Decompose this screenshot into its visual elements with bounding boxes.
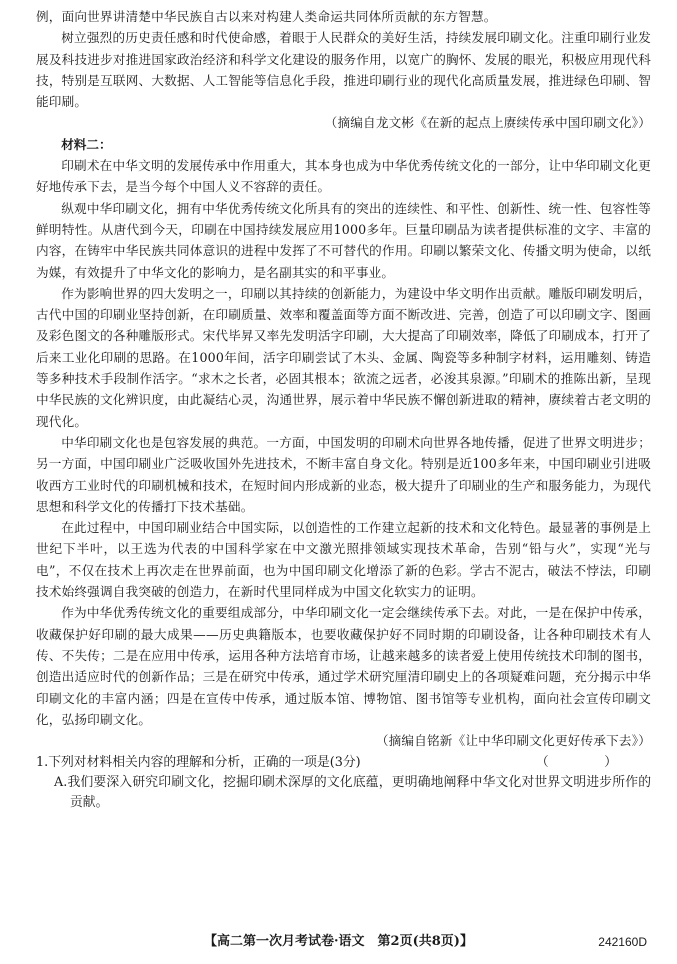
footer-label: 【高二第一次月考试卷·语文 第2页(共8页)】 [204, 934, 473, 949]
material-2-source: （摘编自铭新《让中华印刷文化更好传承下去》） [375, 733, 651, 749]
exam-code: 242160D [598, 935, 647, 949]
option-a: A.我们要深入研究印刷文化，挖掘印刷术深厚的文化底蕴，更明确地阐释中华文化对世界文明进步所作的贡献。 [54, 775, 651, 811]
answer-bracket: （ ） [535, 755, 627, 771]
question-1-text: 1.下列对材料相关内容的理解和分析，正确的一项是(3分) [36, 755, 361, 771]
material-2-heading: 材料二： [61, 136, 112, 152]
material-2-paragraph: 印刷术在中华文明的发展传承中作用重大，其本身也成为中华优秀传统文化的一部分，让中华印刷文化更好地传承下去，是当今每个中国人义不容辞的责任。 [36, 158, 651, 195]
page-footer [0, 930, 677, 954]
question-1 [36, 753, 651, 773]
material-2-paragraph: 作为影响世界的四大发明之一，印刷以其持续的创新能力，为建设中华文明作出贡献。雕版印刷发明后，古代中国的印刷业坚持创新，在印刷质量、效率和覆盖面等方面不断改进、完善，创造了可以印刷文字、图画及彩色图文的各种雕版形式。宋代毕昇又率先发明活字印刷，大大提高了印刷效率，降低了印刷成本，打开了后来工业化印刷的思路。在1000年间，活字印刷尝试了木头、金属、陶瓷等多种制字材料，运用雕刻、铸造等多种技术手段制作活字。“求木之长者，必固其根本；欲流之远者，必浚其泉源。”印刷术的推陈出新，呈现中华民族的文化辨识度，由此凝结心灵，沟通世界，展示着中华民族不懈创新进取的精神，赓续着古老文明的现代化。 [36, 285, 651, 429]
document-page [36, 6, 651, 813]
material-2-paragraph: 在此过程中，中国印刷业结合中国实际，以创造性的工作建立起新的技术和文化特色。最显著的事例是上世纪下半叶，以王选为代表的中国科学家在中文激光照排领域实现技术革命，告别“铅与火”，实现“光与电”，不仅在技术上再次走在世界前面，也为中国印刷文化增添了新的色彩。学古不泥古，破法不悖法，印刷技术始终强调自我突破的创造力，在新时代里同样成为中国文化软实力的证明。 [36, 520, 651, 600]
material-1-paragraph: 树立强烈的历史责任感和时代使命感，着眼于人民群众的美好生活，持续发展印刷文化。注重印刷行业发展及科技进步对推进国家政治经济和科学文化建设的服务作用，以宽广的胸怀、发展的眼光，积极应用现代科技，特别是互联网、大数据、人工智能等信息化手段，推进印刷行业的现代化高质量发展，推进绿色印刷、智能印刷。 [36, 30, 651, 110]
material-2-paragraph: 作为中华优秀传统文化的重要组成部分，中华印刷文化一定会继续传承下去。对此，一是在保护中传承，收藏保护好印刷的最大成果——历史典籍版本，也要收藏保护好不同时期的印刷设备，让各种印刷技术有人传、不失传；二是在应用中传承，运用各种方法培育市场，让越来越多的读者爱上使用传统技术印制的图书，创造出适应时代的创新作品；三是在研究中传承，通过学术研究厘清印刷史上的各项疑难问题，充分揭示中华印刷文化的丰富内涵；四是在宣传中传承，通过版本馆、博物馆、图书馆等专业机构，面向社会宣传印刷文化，弘扬印刷文化。 [36, 605, 651, 727]
material-2-paragraph: 纵观中华印刷文化，拥有中华优秀传统文化所具有的突出的连续性、和平性、创新性、统一性、包容性等鲜明特性。从唐代到今天，印刷在中国持续发展应用1000多年。巨量印刷品为读者提供标准的文字、丰富的内容，在铸牢中华民族共同体意识的进程中发挥了不可替代的作用。印刷以繁荣文化、传播文明为使命，以纸为媒，有效提升了中华文化的影响力，是名副其实的和平事业。 [36, 200, 651, 280]
continuation-text: 例，面向世界讲清楚中华民族自古以来对构建人类命运共同体所贡献的东方智慧。 [36, 9, 497, 24]
material-1-source: （摘编自龙文彬《在新的起点上赓续传承中国印刷文化》） [324, 115, 651, 131]
material-2-paragraph: 中华印刷文化也是包容发展的典范。一方面，中国发明的印刷术向世界各地传播，促进了世界文明进步；另一方面，中国印刷业广泛吸收国外先进技术，不断丰富自身文化。特别是近100多年来，中国印刷业引进吸收西方工业时代的印刷机械和技术，在短时间内形成新的业态，极大提升了印刷业的生产和服务能力，为现代思想和科学文化的传播打下技术基础。 [36, 434, 651, 514]
